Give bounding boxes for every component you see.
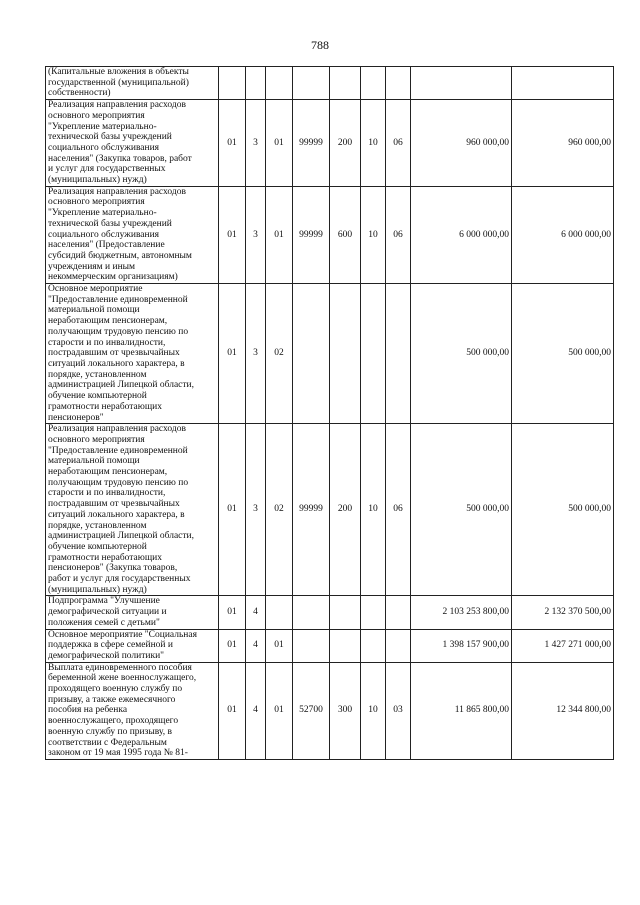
main-activity-code: 01 — [266, 662, 293, 759]
expense-type-code: 200 — [330, 424, 361, 596]
row-name: Реализация направления расходов основного мероприятия "Предоставление единовременной материальной помощи неработающим пенсионерам, получающим трудовую пенсию по старости и по инвалидности, пострадавшим от чрезвычайных ситуаций локального характера, в порядке, установленном администрацией Липецкой области, обучение компьютерной грамотности неработающих пенсионеров" (Закупка товаров, работ и услуг для государственных (муниципальных) нужд) — [46, 424, 219, 596]
amount-year-2: 2 132 370 500,00 — [512, 596, 614, 629]
direction-code — [293, 629, 330, 662]
main-activity-code: 02 — [266, 284, 293, 424]
direction-code: 99999 — [293, 100, 330, 187]
program-code: 01 — [219, 662, 246, 759]
subsection-code: 03 — [386, 662, 411, 759]
table-row — [46, 67, 614, 100]
expense-type-code: 600 — [330, 186, 361, 283]
expense-type-code: 200 — [330, 100, 361, 187]
amount-year-1: 6 000 000,00 — [411, 186, 512, 283]
amount-year-2 — [512, 67, 614, 100]
amount-year-2: 500 000,00 — [512, 424, 614, 596]
section-code: 10 — [361, 100, 386, 187]
direction-code — [293, 596, 330, 629]
row-name: Реализация направления расходов основного мероприятия "Укрепление материально- технической базы учреждений социального обслуживания населения" (Закупка товаров, работ и услуг для государственных (муниципальных) нужд) — [46, 100, 219, 187]
main-activity-code: 01 — [266, 629, 293, 662]
amount-year-2: 1 427 271 000,00 — [512, 629, 614, 662]
table-row — [46, 186, 614, 283]
subprogram-code: 4 — [246, 662, 266, 759]
table-row — [46, 100, 614, 187]
section-code — [361, 284, 386, 424]
table-row — [46, 662, 614, 759]
main-activity-code — [266, 596, 293, 629]
subprogram-code: 3 — [246, 424, 266, 596]
section-code — [361, 67, 386, 100]
amount-year-2: 960 000,00 — [512, 100, 614, 187]
direction-code — [293, 67, 330, 100]
direction-code — [293, 284, 330, 424]
row-name: Основное мероприятие "Социальная поддержка в сфере семейной и демографической политики" — [46, 629, 219, 662]
program-code — [219, 67, 246, 100]
amount-year-1: 11 865 800,00 — [411, 662, 512, 759]
direction-code: 52700 — [293, 662, 330, 759]
subprogram-code: 3 — [246, 100, 266, 187]
main-activity-code — [266, 67, 293, 100]
subsection-code — [386, 596, 411, 629]
program-code: 01 — [219, 284, 246, 424]
row-name: Реализация направления расходов основного мероприятия "Укрепление материально- технической базы учреждений социального обслуживания населения" (Предоставление субсидий бюджетным, автономным учреждениям и иным некоммерческим организациям) — [46, 186, 219, 283]
program-code: 01 — [219, 629, 246, 662]
expense-type-code: 300 — [330, 662, 361, 759]
main-activity-code: 01 — [266, 186, 293, 283]
subsection-code — [386, 284, 411, 424]
section-code — [361, 596, 386, 629]
main-activity-code: 01 — [266, 100, 293, 187]
expense-type-code — [330, 629, 361, 662]
amount-year-1 — [411, 67, 512, 100]
amount-year-1: 500 000,00 — [411, 424, 512, 596]
expense-type-code — [330, 67, 361, 100]
section-code: 10 — [361, 186, 386, 283]
program-code: 01 — [219, 100, 246, 187]
subprogram-code: 3 — [246, 284, 266, 424]
subprogram-code: 4 — [246, 596, 266, 629]
program-code: 01 — [219, 186, 246, 283]
subsection-code — [386, 629, 411, 662]
expense-type-code — [330, 284, 361, 424]
row-name: Подпрограмма "Улучшение демографической ситуации и положения семей с детьми" — [46, 596, 219, 629]
main-activity-code: 02 — [266, 424, 293, 596]
subsection-code: 06 — [386, 100, 411, 187]
direction-code: 99999 — [293, 186, 330, 283]
section-code: 10 — [361, 662, 386, 759]
amount-year-2: 12 344 800,00 — [512, 662, 614, 759]
subprogram-code — [246, 67, 266, 100]
amount-year-1: 1 398 157 900,00 — [411, 629, 512, 662]
table-row — [46, 284, 614, 424]
budget-table — [45, 66, 614, 760]
table-row — [46, 596, 614, 629]
subsection-code — [386, 67, 411, 100]
amount-year-1: 500 000,00 — [411, 284, 512, 424]
table-row — [46, 629, 614, 662]
subprogram-code: 3 — [246, 186, 266, 283]
section-code — [361, 629, 386, 662]
row-name: Основное мероприятие "Предоставление единовременной материальной помощи неработающим пенсионерам, получающим трудовую пенсию по старости и по инвалидности, пострадавшим от чрезвычайных ситуаций локального характера, в порядке, установленном администрацией Липецкой области, обучение компьютерной грамотности неработающих пенсионеров" — [46, 284, 219, 424]
subsection-code: 06 — [386, 424, 411, 596]
amount-year-2: 6 000 000,00 — [512, 186, 614, 283]
table-body — [46, 67, 614, 760]
page-number: 788 — [311, 38, 329, 52]
program-code: 01 — [219, 596, 246, 629]
subsection-code: 06 — [386, 186, 411, 283]
amount-year-1: 960 000,00 — [411, 100, 512, 187]
amount-year-2: 500 000,00 — [512, 284, 614, 424]
table-row — [46, 424, 614, 596]
program-code: 01 — [219, 424, 246, 596]
direction-code: 99999 — [293, 424, 330, 596]
row-name: (Капитальные вложения в объекты государственной (муниципальной) собственности) — [46, 67, 219, 100]
section-code: 10 — [361, 424, 386, 596]
amount-year-1: 2 103 253 800,00 — [411, 596, 512, 629]
subprogram-code: 4 — [246, 629, 266, 662]
row-name: Выплата единовременного пособия беременной жене военнослужащего, проходящего военную службу по призыву, а также ежемесячного пособия на ребенка военнослужащего, проходящего военную службу по призыву, в соответствии с Федеральным законом от 19 мая 1995 года № 81- — [46, 662, 219, 759]
expense-type-code — [330, 596, 361, 629]
